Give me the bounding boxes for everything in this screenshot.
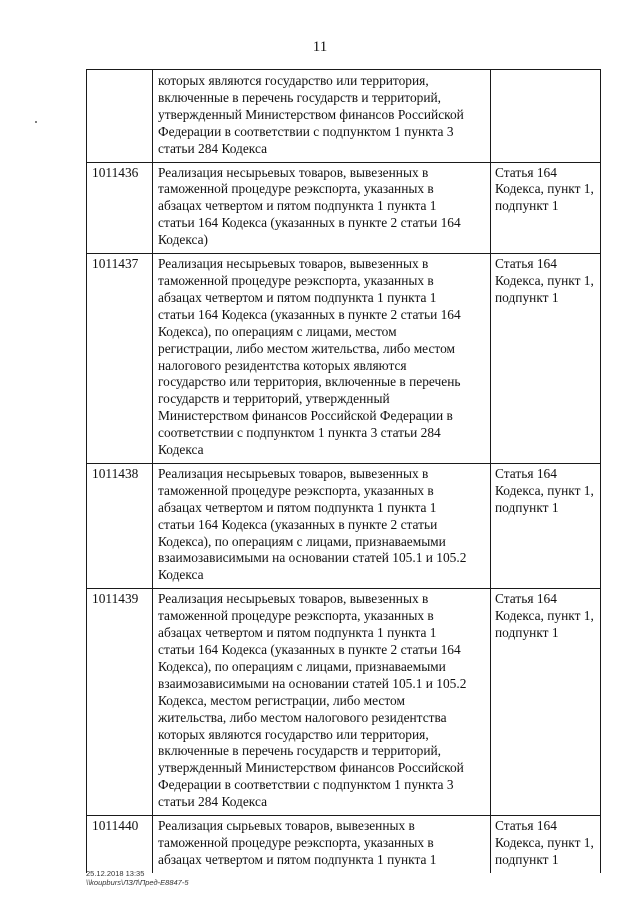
row-reference-cell — [491, 70, 601, 163]
row-description-cell: Реализация несырьевых товаров, вывезенных в таможенной процедуре реэкспорта, указанных в абзацах четвертом и пятом подпункта 1 пункта 1 статьи 164 Кодекса (указанных в пункте 2 статьи 164 Кодекса), по операциям с лицами, признаваемыми взаимозависимыми на основании статей 105.1 и 105.2 Кодекса, местом регистрации, либо местом жительства, либо местом налогового резидентства которых являются государство или территория, включенные в перечень государств и территорий, утвержденный Министерством финансов Российской Федерации в соответствии с подпунктом 1 пункта 3 статьи 284 Кодекса — [153, 589, 491, 816]
footer-file-path — [86, 878, 189, 887]
table-row — [87, 254, 601, 464]
row-reference-cell: Статья 164 Кодекса, пункт 1, подпункт 1 — [491, 162, 601, 254]
footer-file-path-text: \\koupburs\ЛЗЛ\Пред-Е8847-5 — [86, 878, 189, 887]
table-row — [87, 162, 601, 254]
row-reference-cell: Статья 164 Кодекса, пункт 1, подпункт 1 — [491, 463, 601, 588]
row-description-cell: Реализация несырьевых товаров, вывезенных в таможенной процедуре реэкспорта, указанных в абзацах четвертом и пятом подпункта 1 пункта 1 статьи 164 Кодекса (указанных в пункте 2 статьи 164 Кодекса), по операциям с лицами, местом регистрации, либо местом жительства, либо местом налогового резидентства которых являются государство или территория, включенные в перечень государств и территорий, утвержденный Министерством финансов Российской Федерации в соответствии с подпунктом 1 пункта 3 статьи 284 Кодекса — [153, 254, 491, 464]
row-description-cell: Реализация несырьевых товаров, вывезенных в таможенной процедуре реэкспорта, указанных в абзацах четвертом и пятом подпункта 1 пункта 1 статьи 164 Кодекса (указанных в пункте 2 статьи 164 Кодекса) — [153, 162, 491, 254]
row-code-cell: 1011440 — [87, 816, 153, 873]
operations-code-table — [86, 69, 601, 873]
row-code-cell — [87, 70, 153, 163]
table-row — [87, 589, 601, 816]
row-description-cell: Реализация сырьевых товаров, вывезенных в таможенной процедуре реэкспорта, указанных в абзацах четвертом и пятом подпункта 1 пункта 1 — [153, 816, 491, 873]
row-code-cell: 1011439 — [87, 589, 153, 816]
row-reference-cell: Статья 164 Кодекса, пункт 1, подпункт 1 — [491, 254, 601, 464]
scan-artifact-dot — [35, 121, 37, 123]
table-row — [87, 463, 601, 588]
footer-timestamp: 25.12.2018 13:35 — [86, 869, 145, 878]
row-reference-cell: Статья 164 Кодекса, пункт 1, подпункт 1 — [491, 589, 601, 816]
table-row-continuation — [87, 70, 601, 163]
row-code-cell: 1011436 — [87, 162, 153, 254]
row-code-cell: 1011438 — [87, 463, 153, 588]
row-reference-cell: Статья 164 Кодекса, пункт 1, подпункт 1 — [491, 816, 601, 873]
table-row — [87, 816, 601, 873]
row-description-cell: Реализация несырьевых товаров, вывезенных в таможенной процедуре реэкспорта, указанных в абзацах четвертом и пятом подпункта 1 пункта 1 статьи 164 Кодекса (указанных в пункте 2 статьи Кодекса), по операциям с лицами, признаваемыми взаимозависимыми на основании статей 105.1 и 105.2 Кодекса — [153, 463, 491, 588]
row-description-cell: которых являются государство или территория, включенные в перечень государств и территорий, утвержденный Министерством финансов Российской Федерации в соответствии с подпунктом 1 пункта 3 статьи 284 Кодекса — [153, 70, 491, 163]
page-number: 11 — [312, 39, 328, 55]
row-code-cell: 1011437 — [87, 254, 153, 464]
document-footer — [86, 869, 189, 887]
